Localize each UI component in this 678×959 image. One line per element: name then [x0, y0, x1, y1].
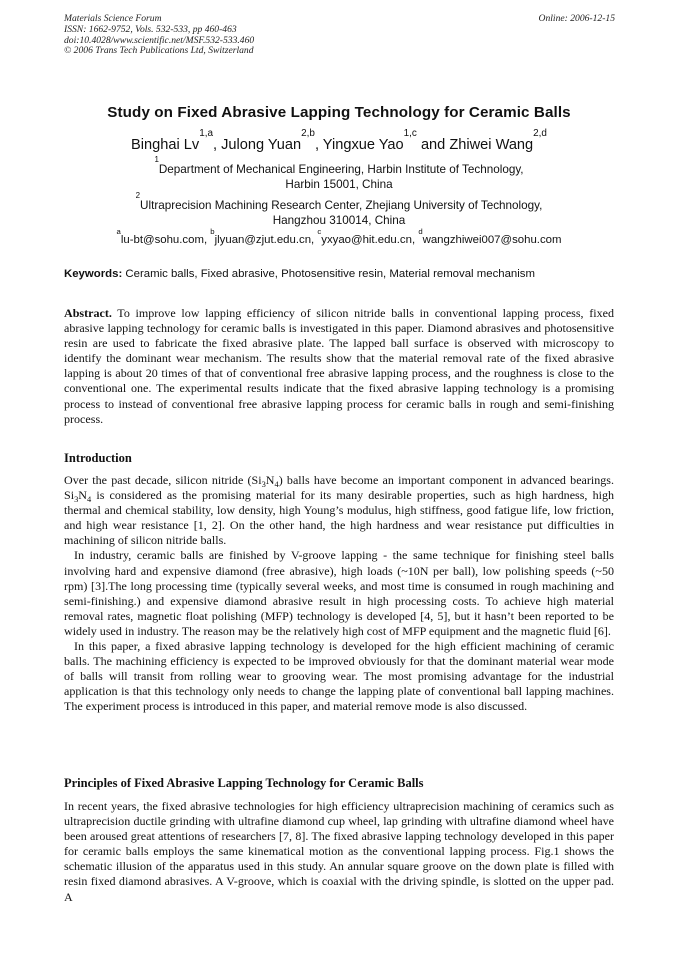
subscript: 4	[86, 493, 92, 504]
keywords	[64, 268, 620, 280]
paragraph: In recent years, the fixed abrasive technologies for high efficiency ultraprecision machining of ceramics such as ultraprecision ductile grinding with ultrafine diamond cup wheel, lap grinding with ultrafine diamond wheel have been aroused great attentions of researchers [7, 8]. The fixed abrasive lapping technology developed in this paper for ceramic balls employs the same kinematical motion as the conventional lapping process. Fig.1 shows the schematic illusion of the apparatus used in this study. An annular square groove on the down plate is filled with resin fixed diamond abrasives. A V-groove, which is coaxial with the driving spindle, is slotted on the upper pad. A	[64, 799, 614, 904]
affiliation-line: Harbin 15001, China	[285, 178, 393, 191]
text-run: Over the past decade, silicon nitride (Si	[64, 473, 262, 487]
text-run: N	[265, 473, 275, 487]
section-heading-principles: Principles of Fixed Abrasive Lapping Technology for Ceramic Balls	[64, 776, 424, 790]
abstract-text: To improve low lapping efficiency of silicon nitride balls in conventional lapping process, fixed abrasive lapping technology for ceramic balls is investigated in this paper. Diamond abrasives and photosensitive resin are used to fabricate the fixed abrasive plate. The lapped ball surface is observed with microscopy to identify the dominant wear mechanism. The results show that the material removal rate of the fixed abrasive lapping is about 20 times of that of conventional free abrasive lapping process, and the roughness is close to the conventional one. The experimental results indicate that the fixed abrasive lapping technology is a promising process to instead of conventional free abrasive lapping process for ceramic balls in rough and semi-finishing process.	[64, 306, 614, 426]
author-name: Binghai Lv	[131, 137, 200, 153]
author-sup: 1,c	[403, 128, 417, 140]
section-heading-introduction: Introduction	[64, 451, 132, 465]
text-run: ) balls have become an important component in advanced bearings. Si	[64, 473, 614, 503]
email-sup: c	[317, 226, 322, 236]
author-sup: 2,d	[533, 128, 547, 140]
author-name: Zhiwei Wang	[449, 137, 534, 153]
subscript: 4	[274, 478, 279, 489]
paragraph: In industry, ceramic balls are finished by V-groove lapping - the same technique for finishing steel balls involving hard and expensive diamond (free abrasive), high loads (~10N per ball), low polishing speeds (~50 rpm) [3].The long processing time (typically several weeks, and most time is consumed in rough machining and semi-finishing.) and expensive diamond abrasive result in high processing costs. To achieve high material removal rates, magnetic float polishing (MFP) technology is developed [4, 5], but it hasn’t been reported to be widely used in industry. The reason may be the relatively high cost of MFP equipment and the magnetic fluid [6].	[64, 548, 614, 638]
author-sup: 1,a	[199, 128, 213, 140]
text-run: N	[78, 488, 87, 503]
email-sup: a	[116, 226, 121, 236]
affiliation-1	[0, 154, 678, 192]
abstract-label: Abstract.	[64, 306, 112, 320]
affiliation-line: Department of Mechanical Engineering, Harbin Institute of Technology,	[158, 163, 524, 176]
copyright-line: © 2006 Trans Tech Publications Ltd, Switzerland	[64, 45, 254, 57]
doi-line: doi:10.4028/www.scientific.net/MSF.532-533.460	[64, 34, 255, 46]
keywords-label: Keywords:	[64, 268, 123, 280]
email-address[interactable]: lu-bt@sohu.com	[120, 234, 204, 246]
affiliation-2	[0, 190, 678, 228]
online-date: Online: 2006-12-15	[538, 13, 615, 24]
author-list	[0, 128, 678, 153]
subscript: 3	[74, 493, 79, 504]
email-separator: ,	[411, 234, 419, 246]
introduction-body	[64, 473, 614, 715]
principles-body	[64, 799, 614, 905]
author-separator: and	[416, 137, 450, 153]
affiliation-sup: 2	[135, 190, 141, 200]
email-address[interactable]: wangzhiwei007@sohu.com	[422, 234, 562, 246]
author-name: Julong Yuan	[221, 137, 302, 153]
email-separator: ,	[203, 234, 211, 246]
email-separator: ,	[311, 234, 318, 246]
paper-title: Study on Fixed Abrasive Lapping Technology for Ceramic Balls	[107, 104, 571, 121]
author-name: Yingxue Yao	[322, 137, 404, 153]
email-sup: d	[418, 226, 423, 236]
paragraph	[64, 473, 614, 548]
email-list	[0, 226, 678, 246]
email-address[interactable]: jlyuan@zjut.edu.cn	[214, 234, 312, 246]
journal-name: Materials Science Forum	[64, 13, 162, 24]
email-address[interactable]: yxyao@hit.edu.cn	[321, 234, 412, 246]
journal-header	[64, 14, 254, 57]
issn-line: ISSN: 1662-9752, Vols. 532-533, pp 460-463	[64, 23, 237, 35]
affiliation-line: Ultraprecision Machining Research Center, Zhejiang University of Technology,	[140, 199, 543, 212]
abstract	[64, 306, 614, 427]
paragraph: In this paper, a fixed abrasive lapping technology is developed for the high efficient machining of ceramic balls. The machining efficiency is expected to be improved obviously for that the dominant material wear mode of balls will transit from rolling wear to grooving wear. The most promising advantage for the industrial application is that this technology only needs to change the lapping plate of conventional ball lapping machines. The experiment process is introduced in this paper, and material remove mode is also discussed.	[64, 639, 614, 714]
author-separator: ,	[314, 137, 323, 153]
email-sup: b	[210, 226, 215, 236]
author-separator: ,	[212, 137, 222, 153]
author-sup: 2,b	[301, 128, 315, 140]
affiliation-line: Hangzhou 310014, China	[272, 214, 406, 227]
text-run: is considered as the promising material for its many desirable properties, such as high hardness, high thermal and chemical stability, low density, high Young’s modulus, high stiffness, good fatigue life, low friction, and high wear resistance [1, 2]. On the other hand, the high hardness and wear resistance put difficulties in machining of silicon nitride balls.	[64, 488, 614, 548]
keywords-text: Ceramic balls, Fixed abrasive, Photosensitive resin, Material removal mechanism	[122, 268, 535, 280]
affiliation-sup: 1	[154, 154, 159, 164]
subscript: 3	[261, 478, 266, 489]
